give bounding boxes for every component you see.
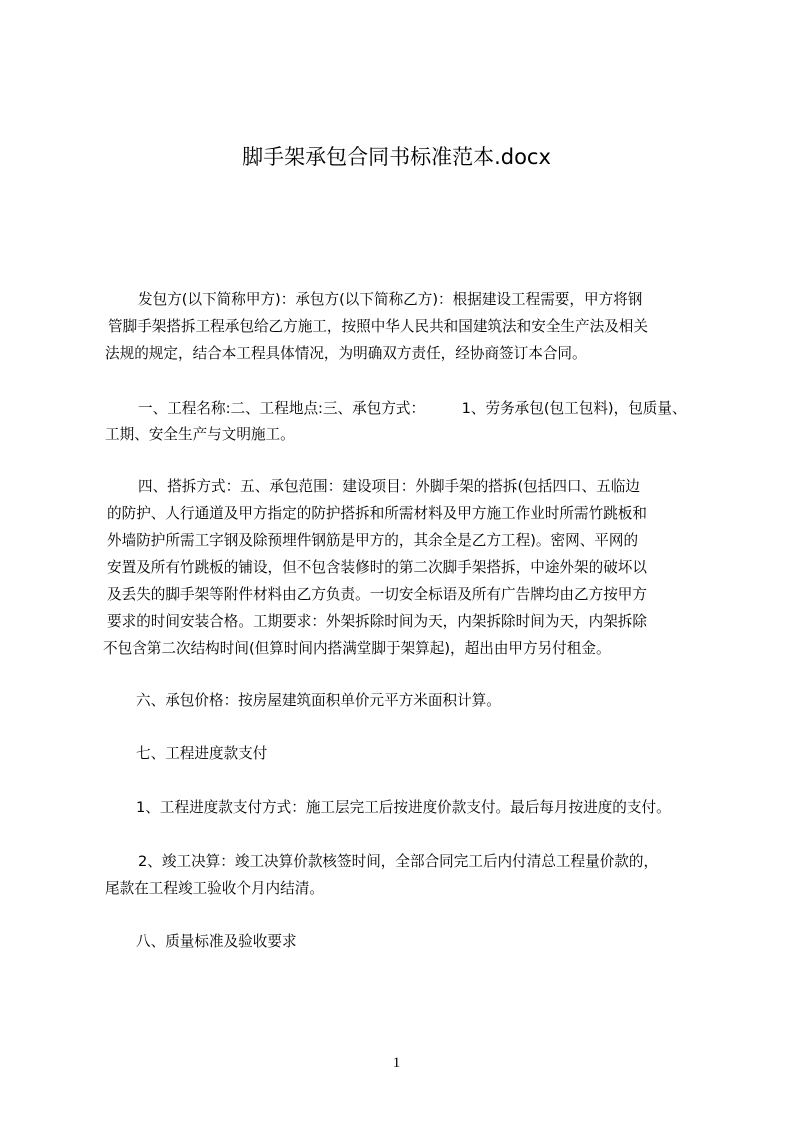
text-line: 一、工程名称:二、工程地点:三、承包方式： 1、劳务承包(包工包料)，包质量、 [138,400,687,417]
text-line: 2、竣工决算：竣工决算价款核签时间，全部合同完工后内付清总工程量价款的， [138,853,659,870]
text-line: 四、搭拆方式：五、承包范围：建设项目：外脚手架的搭拆(包括四口、五临边 [138,478,640,495]
text-line: 要求的时间安装合格。工期要求：外架拆除时间为天，内架拆除时间为天，内架拆除 [107,613,647,630]
text-line: 及丢失的脚手架等附件材料由乙方负责。一切安全标语及所有广告牌均由乙方按甲方 [107,586,647,603]
text-line: 的防护、人行通道及甲方指定的防护搭拆和所需材料及甲方施工作业时所需竹跳板和 [107,505,647,522]
page-number: 1 [392,1055,401,1071]
text-line: 1、工程进度款支付方式：施工层完工后按进度价款支付。最后每月按进度的支付。 [136,799,671,816]
text-line: 发包方(以下简称甲方)：承包方(以下简称乙方)：根据建设工程需要，甲方将钢 [138,291,643,308]
document-title: 脚手架承包合同书标准范本.docx [242,145,551,169]
text-line: 法规的规定，结合本工程具体情况，为明确双方责任，经协商签订本合同。 [105,345,587,362]
text-line: 外墙防护所需工字钢及除预埋件钢筋是甲方的，其余全是乙方工程)。密网、平网的 [107,532,639,549]
text-line: 尾款在工程竣工验收个月内结清。 [105,880,324,897]
text-line: 工期、安全生产与文明施工。 [105,426,295,443]
text-line: 安置及所有竹跳板的铺设，但不包含装修时的第二次脚手架搭拆，中途外架的破坏以 [107,559,647,576]
text-line: 不包含第二次结构时间(但算时间内搭满堂脚于架算起)，超出由甲方另付租金。 [103,640,611,657]
text-line: 管脚手架搭拆工程承包给乙方施工，按照中华人民共和国建筑法和安全生产法及相关 [108,318,648,335]
text-line: 七、工程进度款支付 [136,745,268,762]
text-line: 八、质量标准及验收要求 [136,933,297,950]
text-line: 六、承包价格：按房屋建筑面积单价元平方米面积计算。 [136,692,501,709]
